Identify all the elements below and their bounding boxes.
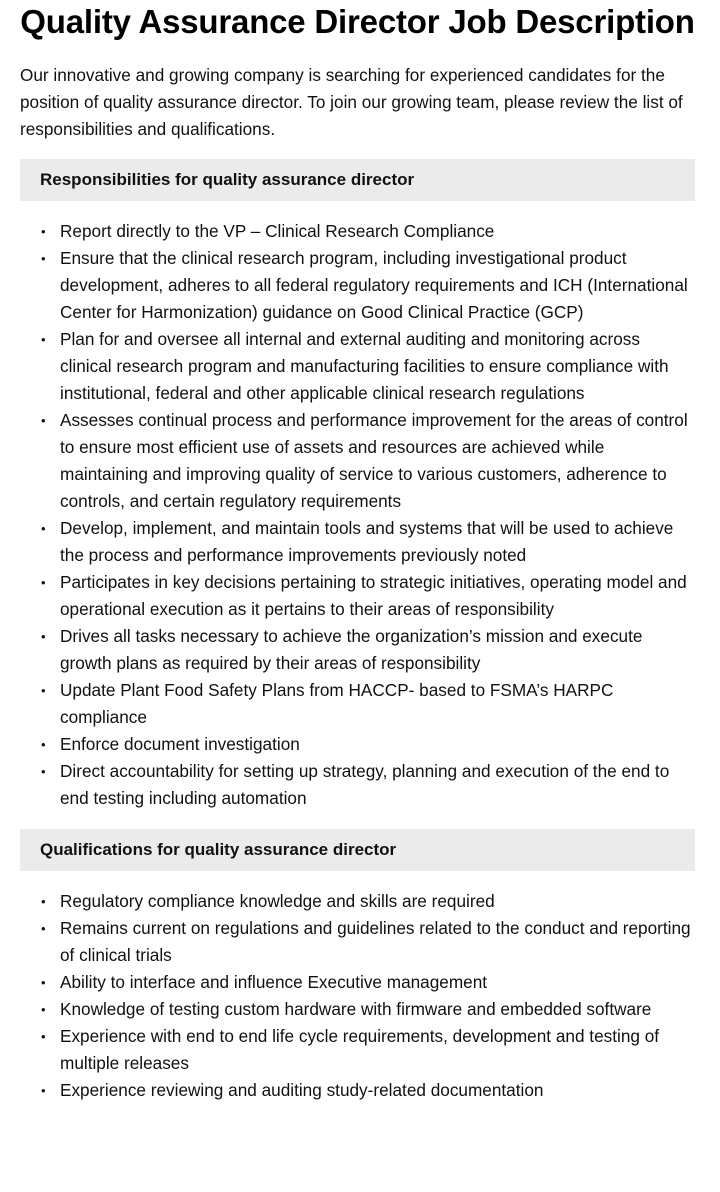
qualifications-section xyxy=(20,829,695,1104)
bullet-icon: • xyxy=(41,683,46,698)
list-item xyxy=(41,731,695,758)
list-item xyxy=(41,996,695,1023)
bullet-icon: • xyxy=(41,224,46,239)
bullet-icon: • xyxy=(41,1029,46,1044)
list-item-text: Report directly to the VP – Clinical Research Compliance xyxy=(60,221,495,241)
list-item-text: Develop, implement, and maintain tools and systems that will be used to achieve the process and performance improvements previously noted xyxy=(60,518,674,565)
bullet-icon: • xyxy=(41,575,46,590)
list-item-text: Ensure that the clinical research program, including investigational product development, adheres to all federal regulatory requirements and ICH (International Center for Harmonization) guidance on Good Clinical Practice (GCP) xyxy=(60,248,688,322)
intro-paragraph: Our innovative and growing company is searching for experienced candidates for the position of quality assurance director. To join our growing team, please review the list of responsibilities and qualifications. xyxy=(20,65,683,139)
bullet-icon: • xyxy=(41,894,46,909)
list-item xyxy=(41,245,695,326)
bullet-icon: • xyxy=(41,921,46,936)
list-item-text: Plan for and oversee all internal and external auditing and monitoring across clinical research program and manufacturing facilities to ensure compliance with institutional, federal and other applicable clinical research regulations xyxy=(60,329,669,403)
list-item xyxy=(41,1077,695,1104)
bullet-icon: • xyxy=(41,251,46,266)
list-item-text: Remains current on regulations and guidelines related to the conduct and reporting of clinical trials xyxy=(60,918,691,965)
list-item-text: Experience reviewing and auditing study-related documentation xyxy=(60,1080,544,1100)
list-item xyxy=(41,326,695,407)
list-item-text: Regulatory compliance knowledge and skills are required xyxy=(60,891,495,911)
list-item-text: Assesses continual process and performance improvement for the areas of control to ensure most efficient use of assets and resources are achieved while maintaining and improving quality of service to various customers, adherence to controls, and certain regulatory requirements xyxy=(60,410,688,511)
qualifications-list xyxy=(20,888,695,1104)
bullet-icon: • xyxy=(41,1002,46,1017)
responsibilities-list xyxy=(20,218,695,812)
list-item xyxy=(41,407,695,515)
list-item xyxy=(41,515,695,569)
list-item-text: Drives all tasks necessary to achieve the organization’s mission and execute growth plans as required by their areas of responsibility xyxy=(60,626,643,673)
section-heading: Responsibilities for quality assurance director xyxy=(20,159,695,201)
section-heading: Qualifications for quality assurance director xyxy=(20,829,695,871)
list-item xyxy=(41,218,695,245)
list-item-text: Direct accountability for setting up strategy, planning and execution of the end to end testing including automation xyxy=(60,761,670,808)
list-item xyxy=(41,758,695,812)
list-item xyxy=(41,888,695,915)
list-item-text: Knowledge of testing custom hardware with firmware and embedded software xyxy=(60,999,652,1019)
list-item-text: Enforce document investigation xyxy=(60,734,300,754)
list-item-text: Participates in key decisions pertaining to strategic initiatives, operating model and operational execution as it pertains to their areas of responsibility xyxy=(60,572,687,619)
list-item-text: Update Plant Food Safety Plans from HACCP- based to FSMA’s HARPC compliance xyxy=(60,680,614,727)
list-item xyxy=(41,1023,695,1077)
bullet-icon: • xyxy=(41,975,46,990)
list-item xyxy=(41,915,695,969)
bullet-icon: • xyxy=(41,737,46,752)
bullet-icon: • xyxy=(41,629,46,644)
list-item xyxy=(41,677,695,731)
list-item xyxy=(41,969,695,996)
page-title: Quality Assurance Director Job Description xyxy=(20,3,695,40)
responsibilities-section xyxy=(20,159,695,812)
bullet-icon: • xyxy=(41,413,46,428)
list-item-text: Experience with end to end life cycle requirements, development and testing of multiple releases xyxy=(60,1026,660,1073)
list-item xyxy=(41,569,695,623)
list-item-text: Ability to interface and influence Executive management xyxy=(60,972,488,992)
bullet-icon: • xyxy=(41,521,46,536)
bullet-icon: • xyxy=(41,332,46,347)
bullet-icon: • xyxy=(41,764,46,779)
list-item xyxy=(41,623,695,677)
bullet-icon: • xyxy=(41,1083,46,1098)
